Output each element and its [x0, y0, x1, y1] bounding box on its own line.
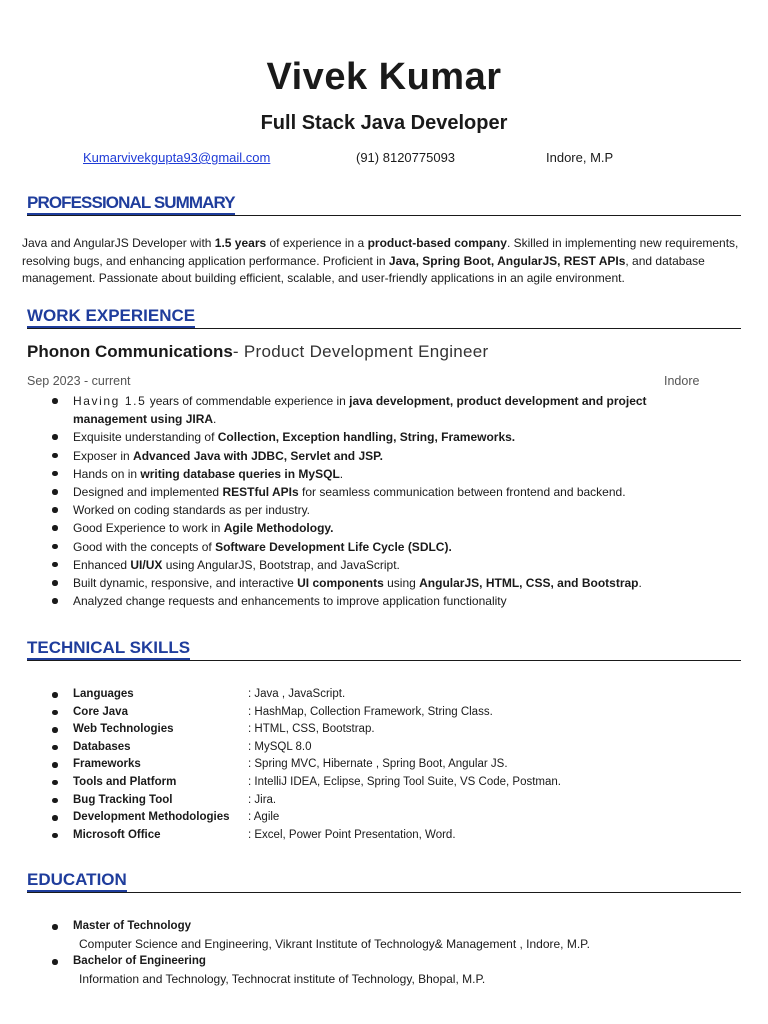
work-bullet-item: [52, 538, 702, 556]
bold-text: java development, product development and project management using JIRA: [73, 394, 647, 427]
text-run: Exquisite understanding of: [73, 430, 218, 445]
section-title-work: WORK EXPERIENCE: [27, 306, 741, 329]
text-run: of experience in a: [266, 236, 368, 250]
education-list: [52, 918, 590, 988]
section-title-education: EDUCATION: [27, 870, 741, 893]
institute-name: Computer Science and Engineering, Vikrant Institute of Technology& Management , Indore, M.P.: [79, 936, 590, 951]
bold-text: Agile Methodology.: [223, 521, 334, 536]
email-link[interactable]: Kumarvivekgupta93@gmail.com: [83, 150, 271, 165]
skill-value: : HashMap, Collection Framework, String Class.: [248, 705, 493, 718]
text-run: .: [638, 576, 642, 591]
text-run: Good with the concepts of: [73, 539, 216, 554]
skill-category: Core Java: [73, 705, 128, 718]
text-run: Exposer in: [73, 448, 134, 463]
skill-value: : Jira.: [248, 793, 277, 806]
contact-row: [0, 150, 768, 168]
bold-text: 1.5 years: [214, 236, 267, 250]
text-run: Built dynamic, responsive, and interactive: [73, 576, 298, 591]
text-run: Having 1.5: [73, 394, 147, 408]
summary-text: [22, 235, 747, 288]
skill-category: Databases: [73, 740, 131, 753]
skill-category: Tools and Platform: [73, 775, 177, 788]
location: Indore, M.P: [546, 150, 614, 165]
job-dates: Sep 2023 - current: [27, 374, 131, 388]
job-role: Full Stack Java Developer: [260, 112, 508, 134]
bold-text: UI components: [297, 576, 384, 591]
bold-text: Collection, Exception handling, String, Frameworks.: [217, 430, 516, 445]
job-heading: [27, 342, 489, 362]
skill-value: : HTML, CSS, Bootstrap.: [248, 723, 375, 736]
text-run: .: [213, 412, 217, 427]
bold-text: UI/UX: [130, 557, 163, 572]
job-title: - Product Development Engineer: [232, 342, 489, 361]
bold-text: Java, Spring Boot, AngularJS, REST APIs: [388, 253, 626, 268]
text-run: Hands on in: [73, 466, 141, 481]
phone-number: (91) 8120775093: [356, 150, 456, 165]
work-bullet-item: [52, 483, 702, 501]
skill-value: : MySQL 8.0: [248, 740, 312, 753]
work-bullet-item: [52, 592, 702, 610]
skill-category: Development Methodologies: [73, 811, 230, 824]
bold-text: RESTful APIs: [222, 485, 299, 500]
skill-category: Web Technologies: [73, 723, 174, 736]
section-title-skills: TECHNICAL SKILLS: [27, 638, 741, 661]
work-bullet-item: [52, 428, 702, 446]
work-bullet-item: [52, 519, 702, 537]
text-run: Good Experience to work in: [73, 521, 224, 536]
text-run: Analyzed change requests and enhancements to improve application functionality: [73, 594, 507, 609]
bold-text: Advanced Java with JDBC, Servlet and JSP.: [133, 448, 383, 463]
education-item: [52, 918, 590, 953]
text-run: for seamless communication between frontend and backend.: [298, 485, 626, 500]
text-run: Worked on coding standards as per industry.: [73, 503, 311, 518]
skill-value: : IntelliJ IDEA, Eclipse, Spring Tool Suite, VS Code, Postman.: [248, 775, 561, 788]
company-name: Phonon Communications: [27, 342, 233, 361]
work-bullet-item: [52, 465, 702, 483]
text-run: .: [339, 466, 344, 481]
bold-text: AngularJS, HTML, CSS, and Bootstrap: [419, 576, 639, 591]
work-bullet-item: [52, 501, 702, 519]
skill-category: Bug Tracking Tool: [73, 793, 173, 806]
text-run: Java and AngularJS Developer with: [22, 236, 215, 250]
skill-value: : Spring MVC, Hibernate , Spring Boot, Angular JS.: [248, 758, 508, 771]
education-item: [52, 953, 590, 988]
skill-category: Languages: [73, 688, 134, 700]
text-run: using: [383, 576, 420, 591]
bold-text: product-based company: [367, 236, 507, 250]
degree-name: Master of Technology: [73, 920, 191, 932]
degree-name: Bachelor of Engineering: [73, 955, 206, 968]
institute-name: Information and Technology, Technocrat institute of Technology, Bhopal, M.P.: [79, 971, 486, 986]
skill-value: : Agile: [248, 811, 280, 824]
bold-text: writing database queries in MySQL: [140, 466, 340, 481]
skill-value: : Excel, Power Point Presentation, Word.: [248, 828, 456, 841]
bold-text: Software Development Life Cycle (SDLC).: [215, 539, 452, 554]
job-location: Indore: [664, 374, 700, 388]
text-run: , and database management. Passionate about building efficient, scalable, and user-friendly applications in an agile environment.: [22, 253, 705, 285]
skill-category: Microsoft Office: [73, 828, 161, 841]
skill-category: Frameworks: [73, 758, 141, 771]
section-title-summary: PROFESSIONAL SUMMARY: [27, 193, 741, 216]
text-run: Enhanced: [73, 557, 131, 572]
text-run: Designed and implemented: [73, 485, 223, 500]
work-bullet-item: [52, 392, 702, 428]
work-bullet-list: [52, 392, 702, 610]
text-run: using AngularJS, Bootstrap, and JavaScript.: [162, 557, 400, 572]
skill-value: : Java , JavaScript.: [248, 688, 346, 700]
text-run: . Skilled in implementing new requirements, resolving bugs, and enhancing application performance. Proficient in: [22, 236, 739, 268]
work-bullet-item: [52, 447, 702, 465]
candidate-name: Vivek Kumar: [266, 56, 502, 98]
work-bullet-item: [52, 556, 702, 574]
text-run: years of commendable experience in: [146, 394, 350, 408]
work-bullet-item: [52, 574, 702, 592]
